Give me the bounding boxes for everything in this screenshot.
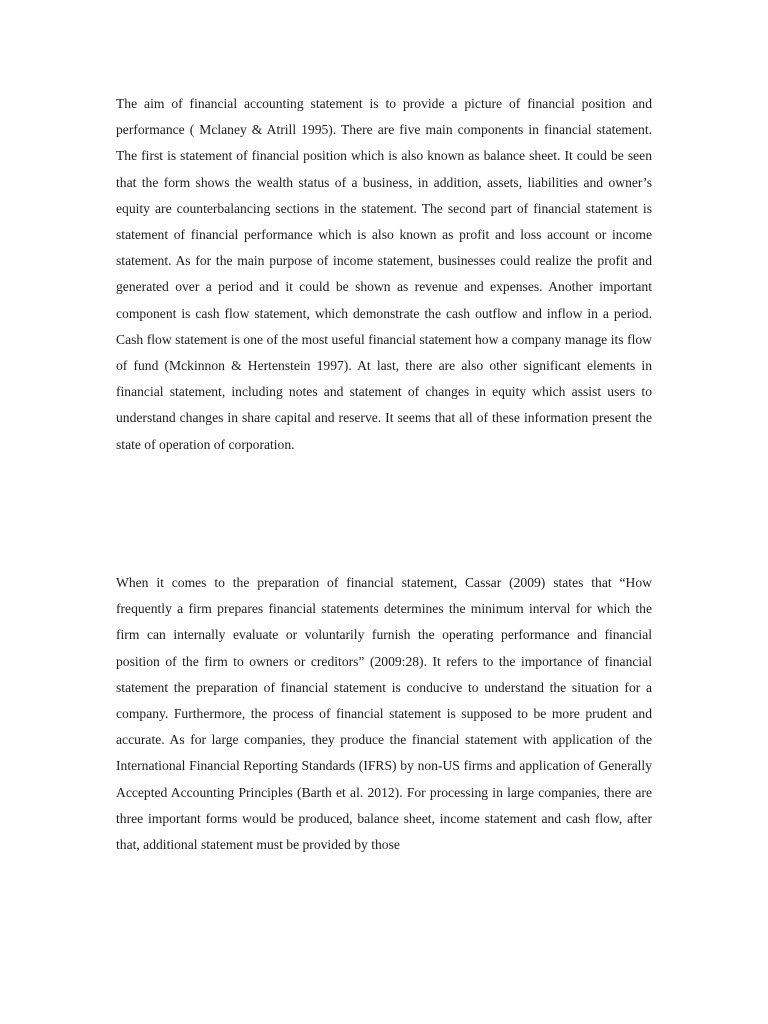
paragraph-financial-statement-preparation: When it comes to the preparation of financial statement, Cassar (2009) states that “How frequently a firm prepares financial statements determines the minimum interval for which the firm can internally evaluate or voluntarily furnish the operating performance and financial position of the firm to owners or creditors” (2009:28). It refers to the importance of financial statement the preparation of financial statement is conducive to understand the situation for a company. Furthermore, the process of financial statement is supposed to be more prudent and accurate. As for large companies, they produce the financial statement with application of the International Financial Reporting Standards (IFRS) by non-US firms and application of Generally Accepted Accounting Principles (Barth et al. 2012). For processing in large companies, there are three important forms would be produced, balance sheet, income statement and cash flow, after that, additional statement must be provided by those bbox=[116, 575, 652, 853]
paragraph-financial-statement-components: The aim of financial accounting statement is to provide a picture of financial position and performance ( Mclaney & Atrill 1995). There are five main components in financial statement. The first is statement of financial position which is also known as balance sheet. It could be seen that the form shows the wealth status of a business, in addition, assets, liabilities and owner’s equity are counterbalancing sections in the statement. The second part of financial statement is statement of financial performance which is also known as profit and loss account or income statement. As for the main purpose of income statement, businesses could realize the profit and generated over a period and it could be shown as revenue and expenses. Another important component is cash flow statement, which demonstrate the cash outflow and inflow in a period. Cash flow statement is one of the most useful financial statement how a company manage its flow of fund (Mckinnon & Hertenstein 1997). At last, there are also other significant elements in financial statement, including notes and statement of changes in equity which assist users to understand changes in share capital and reserve. It seems that all of these information present the state of operation of corporation. bbox=[116, 96, 652, 452]
